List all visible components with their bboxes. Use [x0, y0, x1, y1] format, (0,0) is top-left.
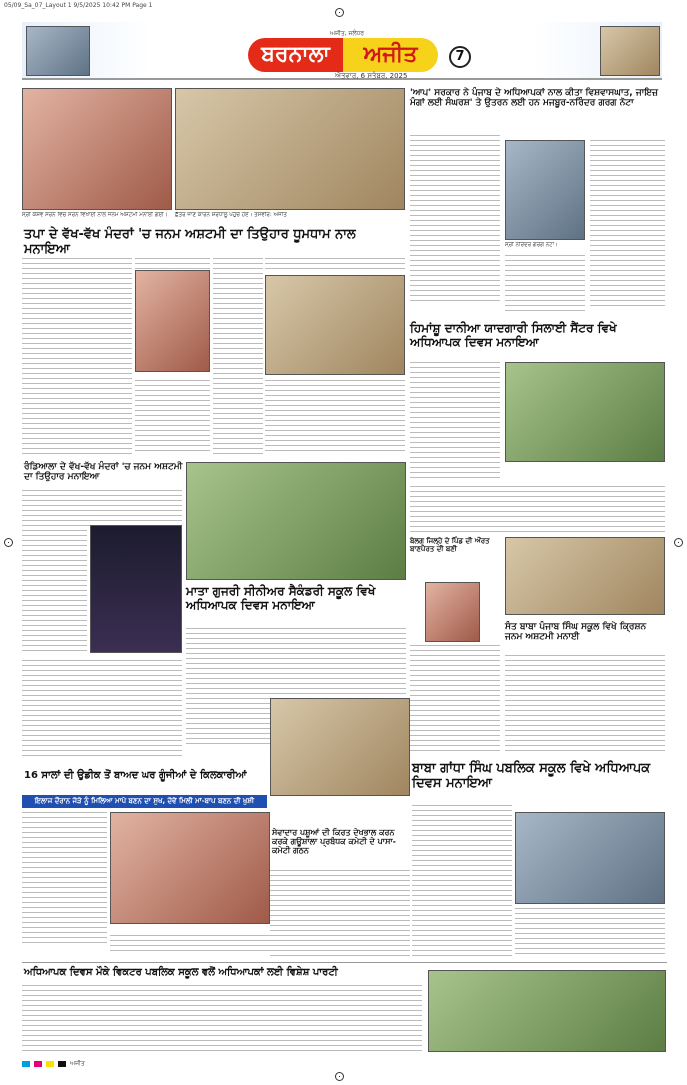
headline: ਅਧਿਆਪਕ ਦਿਵਸ ਮੌਕੇ ਵਿਕਟਰ ਪਬਲਿਕ ਸਕੂਲ ਵਲੋਂ ਅਧਿਆਪਕਾਂ ਲਈ ਵਿਸ਼ੇਸ਼ ਪਾਰਟੀ [24, 967, 338, 978]
headline: 16 ਸਾਲਾਂ ਦੀ ਉਡੀਕ ਤੋਂ ਬਾਅਦ ਘਰ ਗੂੰਜੀਆਂ ਦੇ ਕਿਲਕਾਰੀਆਂ [24, 770, 247, 781]
school-event-photo [505, 537, 665, 615]
photo-caption: ਸ੍ਰੀ ਕੇਸ਼ਵ ਸਰਨ ਵਿਚ ਸਰਨ ਵਿਖਾਈ ਨਾਲ ਜਨਮ ਅਸ਼ਟਮੀ ਮਨਾਈ ਗਈ। [22, 212, 168, 218]
print-slug: 05/09_Sa_07_Layout 1 9/5/2025 10:42 PM Page 1 [4, 2, 153, 9]
masthead-tower-image [600, 26, 660, 76]
article-body-lines [22, 985, 422, 1055]
article-body [590, 140, 665, 310]
dateline: ਐਤਵਾਰ, 6 ਸਤੰਬਰ, 2025 [335, 72, 408, 80]
woman-portrait-photo [425, 582, 480, 642]
headline: ਰੰਡਿਆਲਾ ਦੇ ਵੱਖ-ਵੱਖ ਮੰਦਰਾਂ 'ਚ ਜਨਮ ਅਸ਼ਟਮੀ ਦਾ ਤਿਉਹਾਰ ਮਨਾਇਆ [24, 462, 183, 483]
article-body-lines [213, 258, 263, 458]
sewing-centre-photo [505, 362, 665, 462]
article-body-lines [135, 380, 210, 455]
article-body-lines [22, 530, 87, 655]
headline: ਸੰਤ ਬਾਬਾ ਪੰਜਾਬ ਸਿੰਘ ਸਕੂਲ ਵਿਖੇ ਕ੍ਰਿਸ਼ਨ ਜਨਮ ਅਸ਼ਟਮੀ ਮਨਾਈ [505, 622, 647, 643]
masthead-gate-image [26, 26, 90, 76]
divider [22, 962, 667, 963]
headline: ਤਪਾ ਦੇ ਵੱਖ-ਵੱਖ ਮੰਦਰਾਂ 'ਚ ਜਨਮ ਅਸ਼ਟਮੀ ਦਾ ਤਿਉਹਾਰ ਧੂਮਧਾਮ ਨਾਲ ਮਨਾਇਆ [24, 227, 356, 257]
subhead-bar: ਇਲਾਜ ਦੌਰਾਨ ਜੋੜੇ ਨੂੰ ਮਿਲਿਆ ਮਾਪੇ ਬਣਨ ਦਾ ਸੁਖ, ਦੋਵੇਂ ਮਿਲੀ ਮਾਂ-ਬਾਪ ਬਣਨ ਦੀ ਖੁਸ਼ੀ [22, 795, 267, 808]
masthead-tagline: ਅਜੀਤ, ਜਲੰਧਰ [330, 30, 365, 37]
footer-label: ਅਜੀਤ [70, 1060, 85, 1067]
photo-caption: ਸ੍ਰੀ ਨਰਿੰਦਰ ਗਰਗ ਨੋਟਾ। [505, 242, 558, 248]
registration-mark-icon [335, 8, 344, 17]
headline: ਬਾਬਾ ਗਾਂਧਾ ਸਿੰਘ ਪਬਲਿਕ ਸਕੂਲ ਵਿਖੇ ਅਧਿਆਪਕ ਦਿਵਸ ਮਨਾਇਆ [412, 761, 651, 791]
page-number: 7 [449, 46, 471, 68]
article-body-lines [135, 258, 210, 270]
article-body-lines [22, 812, 107, 947]
headline: ਸੇਵਾਦਾਰ ਪਸ਼ੂਆਂ ਦੀ ਕਿਰਤ ਦੇਖਭਾਲ ਕਰਨ ਕਰਕੇ ਗਊਸ਼ਾਲਾ ਪ੍ਰਬੰਧਕ ਕਮੇਟੀ ਦੇ ਪਾਸਾ-ਕਮੇਟੀ ਗਠਨ [272, 828, 397, 856]
logo-city: ਬਰਨਾਲਾ [248, 38, 343, 72]
article-body-lines [110, 935, 270, 955]
logo-paper: ਅਜੀਤ [343, 38, 438, 72]
article-body-lines [410, 362, 500, 482]
school-celebration-photo [515, 812, 665, 904]
registration-mark-icon [674, 538, 683, 547]
article-body-lines [505, 655, 665, 755]
colour-strip [22, 1060, 662, 1068]
temple-photo-2 [175, 88, 405, 210]
family-baby-photo [110, 812, 270, 924]
article-body-lines [410, 645, 500, 755]
headline: ਬੇਲਗ ਜਿਲ੍ਹੇ ਦੇ ਪਿੰਡ ਦੀ ਔਰਤ ਬਾਣਪੈਰਤ ਦੀ ਬਣੀ [410, 537, 490, 554]
teachers-party-photo [428, 970, 666, 1052]
article-body-lines [270, 870, 410, 958]
child-krishna-photo [135, 270, 210, 372]
article-body-lines [410, 486, 665, 534]
portrait-photo [505, 140, 585, 240]
photo-caption: ਛੱਤਰ ਜਾਣ ਕਾਰਨ ਸ਼ਰਧਾਲੂ ਪਹੁੰਚੇ ਹੋਏ। ਤਸਵੀਰ: ਅਜੀਤ [175, 212, 287, 218]
article-body-lines [515, 908, 665, 958]
article-body-lines [22, 490, 182, 530]
article-body-lines [265, 380, 405, 455]
headline: ਹਿਮਾਂਸ਼ੂ ਦਾਨੀਆ ਯਾਦਗਾਰੀ ਸਿਲਾਈ ਸੈਂਟਰ ਵਿਖੇ ਅਧਿਆਪਕ ਦਿਵਸ ਮਨਾਇਆ [410, 321, 617, 349]
registration-mark-icon [4, 538, 13, 547]
masthead-logo [248, 38, 438, 72]
article-body-lines [265, 258, 405, 273]
felicitation-photo [270, 698, 410, 796]
article-body-lines [505, 255, 585, 315]
article-body-lines [22, 660, 182, 760]
registration-mark-icon [335, 1072, 344, 1081]
headline: 'ਆਪ' ਸਰਕਾਰ ਨੇ ਪੰਜਾਬ ਦੇ ਅਧਿਆਪਕਾਂ ਨਾਲ ਕੀਤਾ ਵਿਸ਼ਵਾਸਘਾਤ, ਜਾਇਜ਼ ਮੰਗਾਂ ਲਈ ਸੰਘਰਸ਼' ਤੇ ਉਤਰਨ ਲਈ ਹਨ ਮਜਬੂਰ-ਨਰਿੰਦਰ ਗਰਗ ਨੋਟਾ [410, 88, 659, 109]
article-body-lines [412, 805, 512, 960]
article-body-lines [410, 135, 500, 305]
night-temple-photo [90, 525, 182, 653]
temple-photo-1 [22, 88, 172, 210]
article-body-lines [22, 258, 132, 458]
headline: ਮਾਤਾ ਗੁਜਰੀ ਸੀਨੀਅਰ ਸੈਕੰਡਰੀ ਸਕੂਲ ਵਿਖੇ ਅਧਿਆਪਕ ਦਿਵਸ ਮਨਾਇਆ [186, 584, 376, 612]
school-group-photo [186, 462, 406, 580]
temple-crowd-photo [265, 275, 405, 375]
